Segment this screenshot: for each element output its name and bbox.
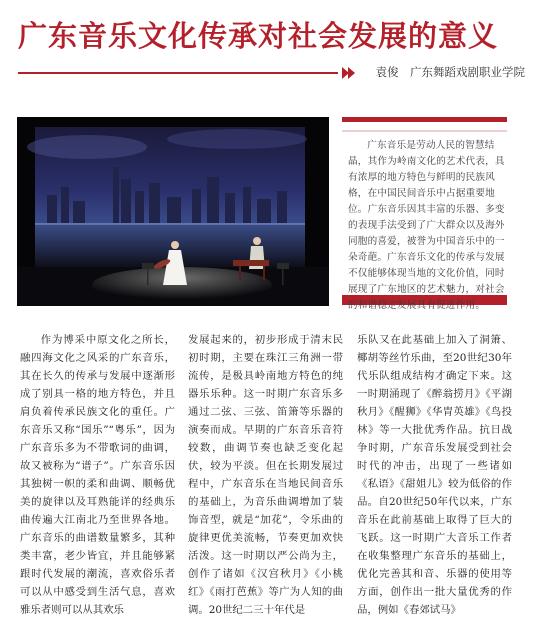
body-column-2 (188, 331, 343, 616)
concert-photo-illustration (17, 117, 329, 306)
body-column-3 (357, 331, 512, 616)
concert-stage-photo (17, 117, 329, 306)
body-paragraph: 发展起来的，初步形成于清末民初时期，主要在珠江三角洲一带流传，是极具岭南地方特色的纯器乐乐种。这一时期广东音乐多通过二弦、三弦、笛箫等乐器的演奏而成。早期的广东音乐音符较数，曲调节奏也缺乏变化起伏，较为平淡。但在长期发展过程中，广东音乐在当地民间音乐的基础上，为音乐曲调增加了装饰音型，就是“加花”，令乐曲的旋律更优美流畅，节奏更加欢快活泼。这一时期以严公尚为主，创作了诸如《汉宫秋月》《小桃红》《雨打芭蕉》等广为人知的曲调。20世纪二三十年代是 (188, 334, 343, 616)
pull-quote-box (342, 117, 507, 311)
author-byline: 袁俊 广东舞蹈戏剧职业学院 (375, 65, 525, 79)
body-paragraph: 乐队又在此基础上加入了洞箫、椰胡等丝竹乐曲，至20世纪30年代乐队组成结构才确定下来。这一时期涌现了《醉翁捞月》《平湖秋月》《醒狮》《华胄英雄》《鸟投林》等一大批优秀作品。抗日战争时期，广东音乐发展受到社会时代的冲击，出现了一些诸如《私语》《甜姐儿》较为低俗的作品。自20世纪50年代以来，广东音乐在此前基础上取得了巨大的飞跃。这一时期广大音乐工作者在收集整理广东音乐的基础上，优化完善其和音、乐器的使用等方面，创作出一批大量优秀的作品，例如《春郊试马》 (357, 334, 512, 616)
arrow-mark-icon (342, 67, 356, 79)
byline-rule (18, 72, 338, 74)
pull-quote-inner (342, 130, 507, 311)
byline-bar (18, 64, 525, 84)
pull-quote-text: 广东音乐是劳动人民的智慧结晶，其作为岭南文化的艺术代表，具有浓厚的地方特色与鲜明的民族风格，在中国民间音乐中占据重要地位。广东音乐因其丰富的乐器、多变的表现手法受到了广大群众以及海外同胞的喜爱，被誉为中国音乐中的一朵奇葩。广东音乐文化的传承与发展不仅能够体现当地的文化价值，同时展现了广东地区的艺术魅力，对社会的和谐稳定发展具有促进作用。 (348, 140, 505, 311)
body-paragraph: 作为博采中原文化之所长，融四海文化之风采的广东音乐，其在长久的传承与发展中逐渐形成了别具一格的地方特色，并且肩负着传承民族文化的重任。广东音乐又称“国乐”“粤乐”，因为广东音乐多为不带歌词的曲调，故又被称为“谱子”。广东音乐因其独树一帜的柔和曲调、顺畅优美的旋律以及耳熟能详的经典乐曲传遍大江南北乃至世界各地。广东音乐的曲谱数量繁多，其种类丰富，老少皆宜，并且能够紧跟时代发展的潮流，喜欢俗乐者可以从中感受到生活气息，喜欢雅乐者则可以从其欢乐 (20, 334, 175, 616)
body-column-1 (20, 331, 175, 616)
article-title: 广东音乐文化传承对社会发展的意义 (18, 19, 499, 53)
